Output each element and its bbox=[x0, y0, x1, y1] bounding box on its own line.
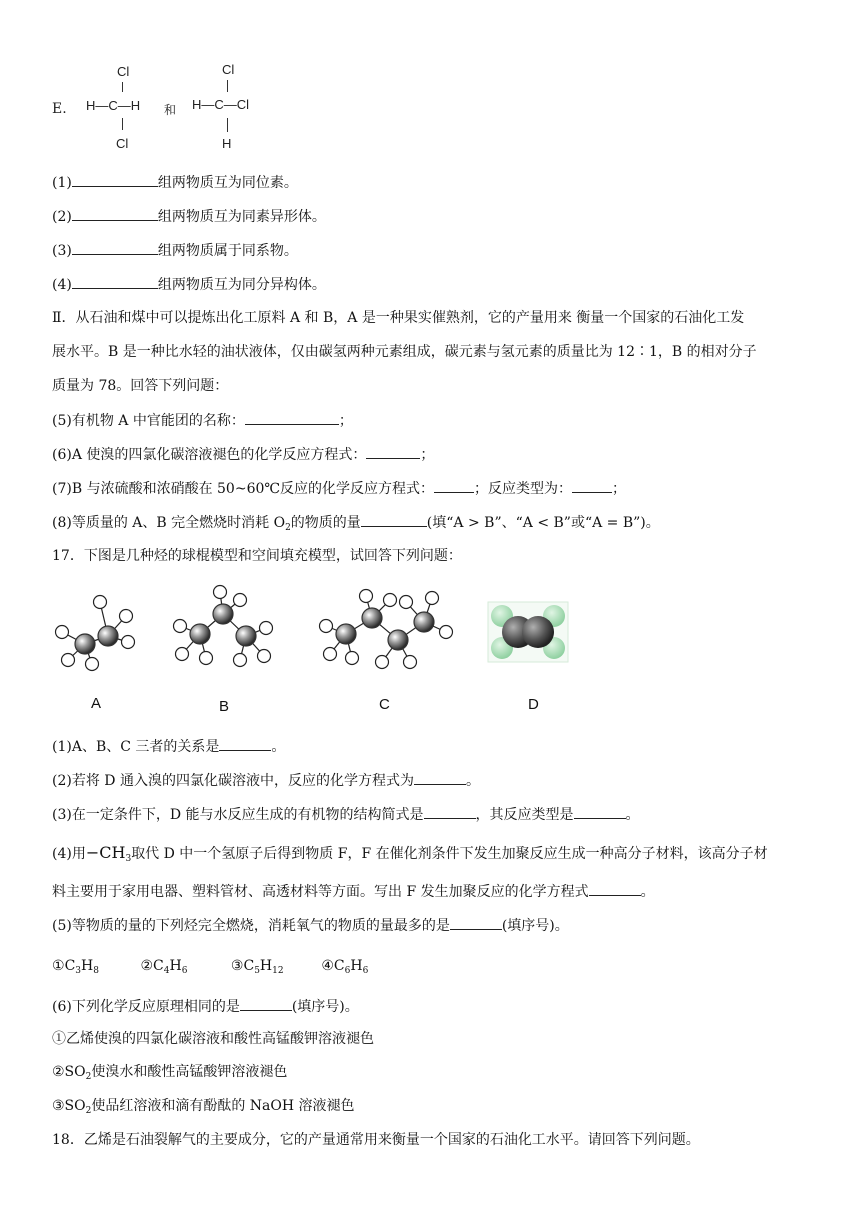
option-3: $③C_5H_{12}$ bbox=[230, 958, 284, 976]
hydrocarbon-models-figure bbox=[40, 582, 660, 722]
answer-blank-6[interactable] bbox=[366, 444, 420, 459]
model-b-propane bbox=[174, 586, 273, 667]
part2-intro-line3: 质量为 78。回答下列问题： bbox=[52, 378, 229, 394]
answer-blank-17-6[interactable] bbox=[240, 996, 292, 1011]
question-2: (2) 组两物质互为同素异形体。 bbox=[52, 206, 326, 227]
answer-blank-4[interactable] bbox=[72, 274, 158, 289]
answer-blank-3[interactable] bbox=[72, 240, 158, 255]
q17-sub-5: (5)等物质的量的下列烃完全燃烧，消耗氧气的物质的量最多的是 (填序号)。 bbox=[52, 915, 569, 936]
mol1-row: H—C—H bbox=[86, 98, 141, 113]
question-17-title: 17．下图是几种烃的球棍模型和空间填充模型，试回答下列问题： bbox=[52, 548, 462, 564]
mol2-row: H—C—Cl bbox=[192, 97, 250, 112]
answer-blank-17-4[interactable] bbox=[589, 881, 641, 896]
q17-sub-3: (3)在一定条件下，D 能与水反应生成的有机物的结构简式是 ，其反应类型是 。 bbox=[52, 804, 640, 825]
model-c-butane bbox=[320, 590, 453, 669]
question-4: (4) 组两物质互为同分异构体。 bbox=[52, 274, 326, 295]
option-e bbox=[52, 60, 282, 155]
mol2-bottom: H bbox=[222, 136, 232, 151]
question-3: (3) 组两物质属于同系物。 bbox=[52, 240, 298, 261]
answer-blank-17-1[interactable] bbox=[219, 736, 271, 751]
model-label-d: D bbox=[528, 696, 539, 713]
option-2: $②C_4H_6$ bbox=[140, 958, 188, 976]
mol2-top: Cl bbox=[222, 62, 235, 77]
mol2-bond-down bbox=[227, 118, 228, 132]
answer-blank-8[interactable] bbox=[361, 512, 427, 527]
answer-blank-17-3b[interactable] bbox=[574, 804, 626, 819]
question-18-title: 18．乙烯是石油裂解气的主要成分，它的产量通常用来衡量一个国家的石油化工水平。请回答下列问题。 bbox=[52, 1132, 700, 1148]
model-d-ethylene bbox=[488, 602, 568, 662]
answer-blank-7a[interactable] bbox=[434, 478, 474, 493]
mol1-bond-down bbox=[122, 118, 123, 130]
answer-blank-17-3a[interactable] bbox=[424, 804, 476, 819]
mol1-bond-up bbox=[122, 82, 123, 92]
option-e-connector: 和 bbox=[164, 103, 177, 117]
q17-sub-5-options bbox=[52, 956, 368, 981]
answer-blank-5[interactable] bbox=[245, 410, 339, 425]
q17-sub-6-item-3: $③SO_2$使品红溶液和滴有酚酞的 NaOH 溶液褪色 bbox=[52, 1098, 355, 1116]
answer-blank-2[interactable] bbox=[72, 206, 158, 221]
mol1-top: Cl bbox=[117, 64, 130, 79]
answer-blank-17-2[interactable] bbox=[414, 770, 466, 785]
model-label-b: B bbox=[219, 698, 230, 715]
answer-blank-1[interactable] bbox=[72, 172, 158, 187]
q17-sub-6: (6)下列化学反应原理相同的是 (填序号)。 bbox=[52, 996, 359, 1017]
q17-sub-6-item-2: $②SO_2$使溴水和酸性高锰酸钾溶液褪色 bbox=[52, 1064, 288, 1082]
part2-intro-line2: 展水平。B 是一种比水轻的油状液体，仅由碳氢两种元素组成，碳元素与氢元素的质量比为 12∶1，B 的相对分子 bbox=[52, 344, 757, 360]
model-label-c: C bbox=[379, 696, 390, 713]
mol1-bottom: Cl bbox=[116, 136, 129, 151]
q17-sub-4: (4)用$-CH_3$取代 D 中一个氢原子后得到物质 F，F 在催化剂条件下发生加聚反应生成一种高分子材料，该高分子材 bbox=[52, 843, 768, 864]
option-4: $④C_6H_6$ bbox=[321, 958, 369, 976]
model-label-a: A bbox=[91, 695, 102, 712]
question-1: (1) 组两物质互为同位素。 bbox=[52, 172, 298, 193]
q17-sub-6-item-1: ①乙烯使溴的四氯化碳溶液和酸性高锰酸钾溶液褪色 bbox=[52, 1031, 374, 1047]
option-1: $①C_3H_8$ bbox=[52, 958, 99, 976]
answer-blank-17-5[interactable] bbox=[450, 915, 502, 930]
q17-sub-4-line2: 料主要用于家用电器、塑料管材、高透材料等方面。写出 F 发生加聚反应的化学方程式 。 bbox=[52, 881, 655, 902]
question-7: (7)B 与浓硫酸和浓硝酸在 50~60℃反应的化学反应方程式： ；反应类型为： ； bbox=[52, 478, 626, 499]
question-5: (5)有机物 A 中官能团的名称： ； bbox=[52, 410, 353, 431]
part2-intro-line1: Ⅱ．从石油和煤中可以提炼出化工原料 A 和 B，A 是一种果实催熟剂，它的产量用来 衡量一个国家的石油化工发 bbox=[52, 310, 745, 326]
q17-sub-2: (2)若将 D 通入溴的四氯化碳溶液中，反应的化学方程式为 。 bbox=[52, 770, 480, 791]
q17-sub-1: (1)A、B、C 三者的关系是 。 bbox=[52, 736, 285, 757]
question-6: (6)A 使溴的四氯化碳溶液褪色的化学反应方程式： ； bbox=[52, 444, 434, 465]
answer-blank-7b[interactable] bbox=[572, 478, 612, 493]
option-e-label: E. bbox=[52, 101, 67, 117]
mol2-bond-up bbox=[227, 80, 228, 92]
question-8: (8)等质量的 A、B 完全燃烧时消耗 $O_2$的物质的量 (填“A > B”、“A < B”或“A = B”)。 bbox=[52, 512, 660, 538]
model-a-ethane bbox=[56, 596, 135, 671]
